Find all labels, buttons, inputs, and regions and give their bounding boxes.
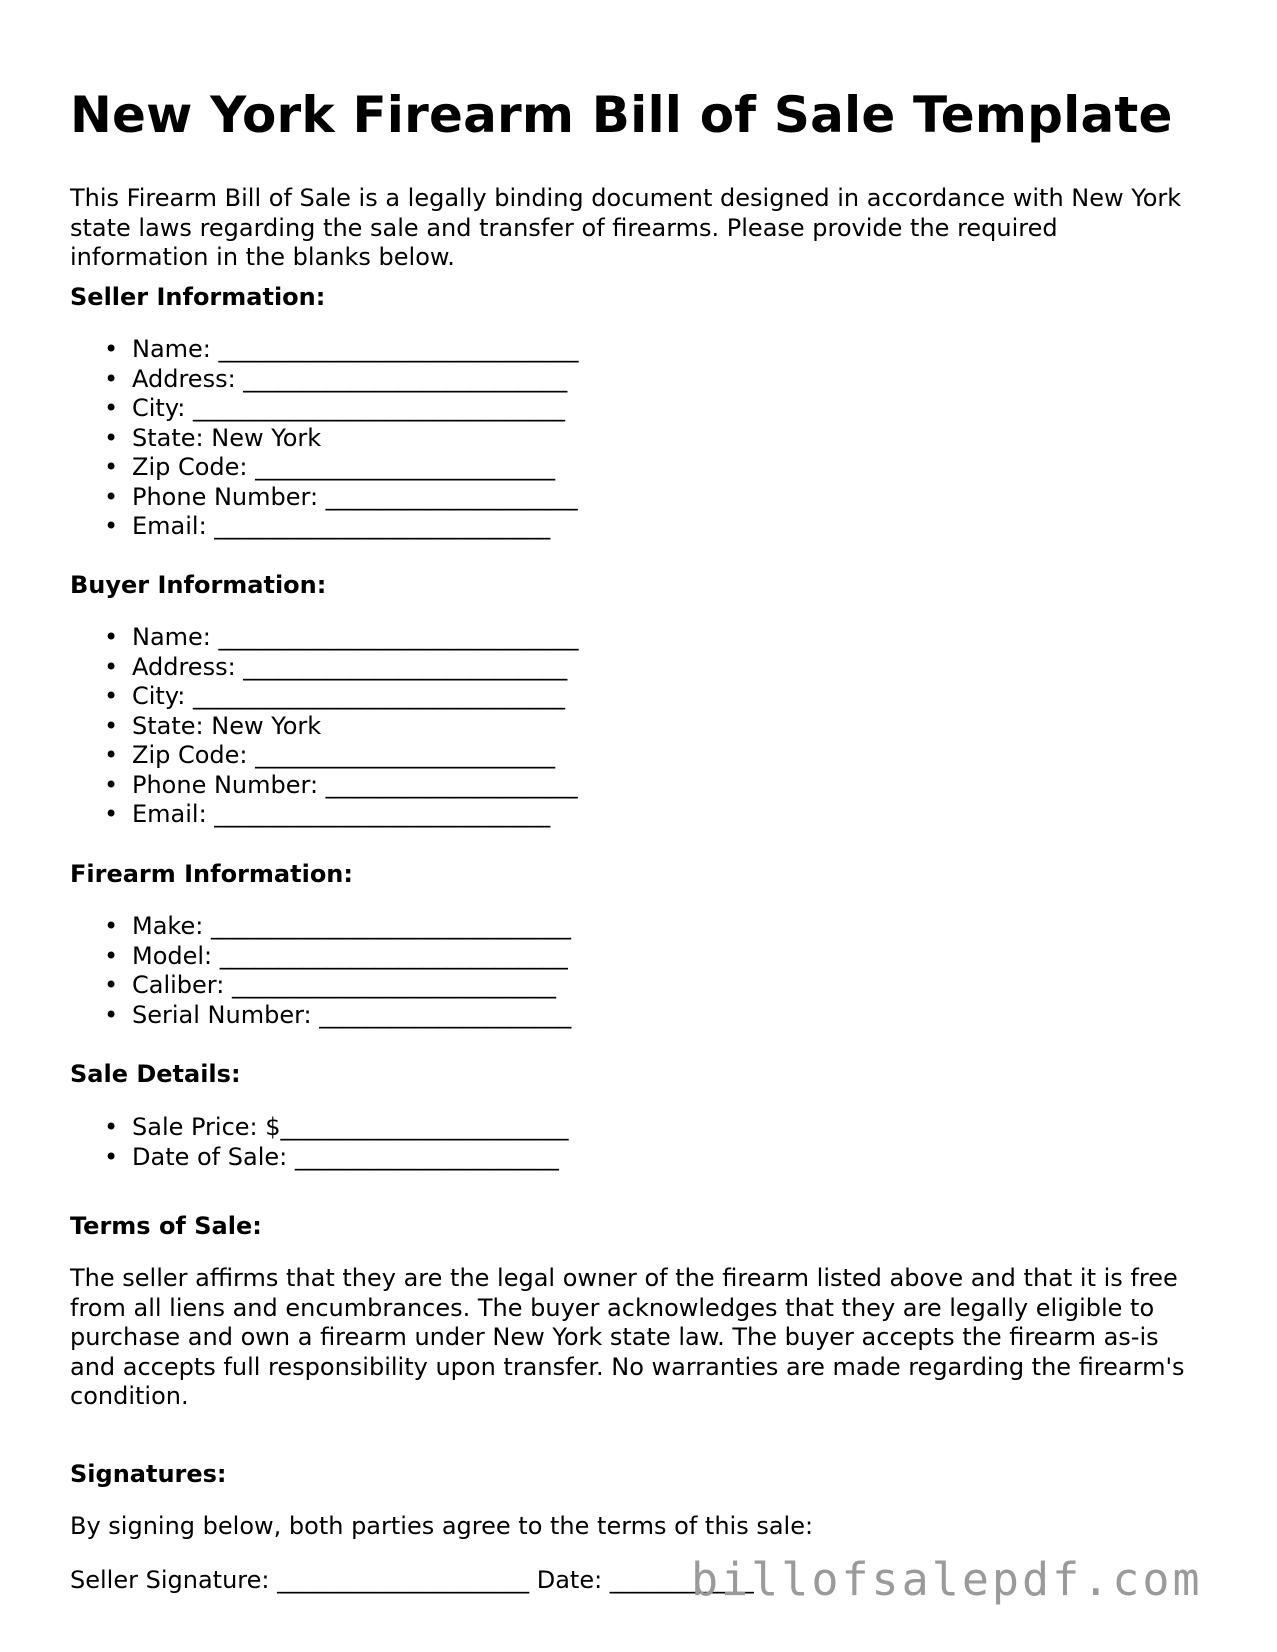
firearm-model-field[interactable]: • Model: _____________________________ [104, 941, 568, 970]
seller-field-list [70, 335, 579, 542]
bullet-icon: • [104, 770, 119, 799]
buyer-zip-field[interactable]: • Zip Code: _________________________ [104, 741, 556, 769]
terms-heading: Terms of Sale: [70, 1212, 262, 1240]
buyer-email-field[interactable]: • Email: ____________________________ [104, 800, 551, 828]
seller-state-field: • State: New York [104, 423, 322, 452]
sale-field-list [70, 1113, 569, 1172]
firearm-field-list [70, 912, 571, 1030]
seller-city-field[interactable]: • City: _______________________________ [104, 394, 566, 422]
seller-zip-field[interactable]: • Zip Code: _________________________ [104, 453, 556, 481]
firearm-heading: Firearm Information: [70, 860, 353, 888]
seller-name-field[interactable]: • Name: ______________________________ [104, 335, 579, 363]
sale-price-field[interactable]: • Sale Price: $________________________ [104, 1113, 569, 1141]
bullet-icon: • [104, 741, 119, 769]
seller-email-field[interactable]: • Email: ____________________________ [104, 512, 551, 540]
buyer-phone-field[interactable]: • Phone Number: _____________________ [104, 770, 578, 799]
site-watermark: billofsalepdf.com [691, 1553, 1203, 1606]
bullet-icon: • [104, 971, 119, 999]
bullet-icon: • [104, 652, 119, 681]
bullet-icon: • [104, 364, 119, 393]
buyer-heading: Buyer Information: [70, 571, 327, 599]
firearm-caliber-field[interactable]: • Caliber: ___________________________ [104, 971, 556, 999]
document-title: New York Firearm Bill of Sale Template [70, 86, 1173, 144]
bullet-icon: • [104, 423, 119, 452]
buyer-field-list [70, 623, 579, 830]
bullet-icon: • [104, 453, 119, 481]
sale-heading: Sale Details: [70, 1060, 241, 1088]
bullet-icon: • [104, 682, 119, 710]
agreement-statement: By signing below, both parties agree to the terms of this sale: [70, 1512, 814, 1540]
firearm-serial-field[interactable]: • Serial Number: _____________________ [104, 1000, 572, 1029]
buyer-address-field[interactable]: • Address: ___________________________ [104, 652, 568, 681]
firearm-make-field[interactable]: • Make: ______________________________ [104, 912, 571, 940]
buyer-city-field[interactable]: • City: _______________________________ [104, 682, 566, 710]
intro-paragraph: This Firearm Bill of Sale is a legally binding document designed in accordance with New York state laws regarding the sale and transfer of firearms. Please provide the required information in the blanks below. [70, 184, 1182, 271]
bullet-icon: • [104, 623, 119, 651]
bullet-icon: • [104, 941, 119, 970]
bullet-icon: • [104, 800, 119, 828]
bullet-icon: • [104, 1113, 119, 1141]
signatures-heading: Signatures: [70, 1460, 227, 1488]
bullet-icon: • [104, 912, 119, 940]
bullet-icon: • [104, 711, 119, 740]
terms-paragraph: The seller affirms that they are the legal owner of the firearm listed above and that it is free from all liens and encumbrances. The buyer acknowledges that they are legally eligible to purchase and own a firearm under New York state law. The buyer accepts the firearm as-is and accepts full responsibility upon transfer. No warranties are made regarding the firearm's condition. [70, 1264, 1185, 1410]
bullet-icon: • [104, 394, 119, 422]
sale-date-field[interactable]: • Date of Sale: ______________________ [104, 1142, 559, 1171]
bullet-icon: • [104, 1142, 119, 1171]
bullet-icon: • [104, 1000, 119, 1029]
bullet-icon: • [104, 512, 119, 540]
bullet-icon: • [104, 335, 119, 363]
seller-phone-field[interactable]: • Phone Number: _____________________ [104, 482, 578, 511]
seller-address-field[interactable]: • Address: ___________________________ [104, 364, 568, 393]
buyer-name-field[interactable]: • Name: ______________________________ [104, 623, 579, 651]
bullet-icon: • [104, 482, 119, 511]
seller-heading: Seller Information: [70, 283, 326, 311]
buyer-state-field: • State: New York [104, 711, 322, 740]
seller-signature-line[interactable]: Seller Signature: _____________________ Date: ____________ [70, 1566, 754, 1594]
